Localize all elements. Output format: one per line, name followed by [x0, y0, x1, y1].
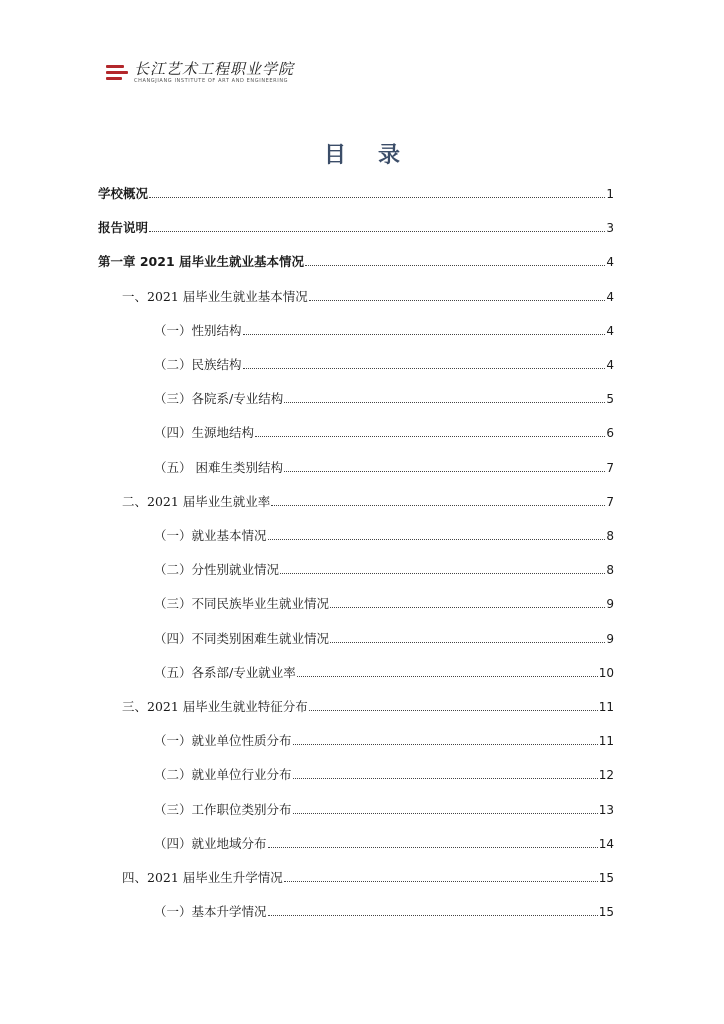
school-logo — [106, 58, 294, 88]
toc-entry-label: （一）就业单位性质分布 — [154, 733, 292, 749]
toc-entry-page-number: 5 — [606, 392, 614, 407]
toc-entry[interactable] — [98, 252, 614, 272]
toc-entry-page-number: 1 — [606, 187, 614, 201]
toc-entry-label: 报告说明 — [98, 220, 149, 236]
toc-entry[interactable] — [154, 663, 614, 683]
toc-dot-leader — [149, 220, 605, 232]
toc-dot-leader — [330, 596, 605, 608]
toc-entry-label: （五）各系部/专业就业率 — [154, 664, 296, 680]
toc-entry-label: （三）工作职位类别分布 — [154, 801, 292, 817]
toc-entry[interactable] — [154, 731, 614, 751]
toc-entry-page-number: 15 — [598, 905, 614, 920]
toc-entry[interactable] — [98, 184, 614, 204]
toc-entry-page-number: 11 — [598, 700, 614, 714]
toc-entry-label: （一）基本升学情况 — [154, 904, 267, 920]
toc-entry-page-number: 4 — [606, 255, 614, 270]
toc-dot-leader — [284, 870, 598, 882]
toc-dot-leader — [293, 733, 598, 745]
toc-dot-leader — [268, 528, 606, 540]
logo-english-name: CHANGJIANG INSTITUTE OF ART AND ENGINEERING — [134, 78, 289, 84]
toc-dot-leader — [297, 665, 598, 677]
toc-entry[interactable] — [154, 902, 614, 922]
toc-dot-leader — [309, 289, 606, 301]
toc-entry[interactable] — [154, 560, 614, 580]
toc-entry[interactable] — [154, 321, 614, 341]
toc-dot-leader — [243, 323, 606, 335]
toc-entry-page-number: 7 — [606, 460, 614, 475]
toc-dot-leader — [293, 802, 598, 814]
toc-entry-label: （一）就业基本情况 — [154, 528, 267, 543]
toc-entry-label: （四）就业地域分布 — [154, 835, 267, 851]
toc-entry-label: 二、2021 届毕业生就业率 — [122, 493, 271, 509]
toc-entry-label: 四、2021 届毕业生升学情况 — [122, 870, 283, 885]
toc-entry-page-number: 4 — [606, 323, 614, 338]
toc-entry-label: （二）分性别就业情况 — [154, 562, 280, 578]
toc-entry-label: （三）各院系/专业结构 — [154, 391, 284, 407]
toc-dot-leader — [309, 699, 598, 711]
toc-entry-page-number: 15 — [598, 871, 614, 885]
toc-entry-label: （一）性别结构 — [154, 322, 242, 338]
toc-entry[interactable] — [154, 389, 614, 409]
toc-entry[interactable] — [122, 492, 614, 512]
toc-entry[interactable] — [154, 526, 614, 546]
toc-entry[interactable] — [154, 629, 614, 649]
logo-chinese-name: 长江艺术工程职业学院 — [134, 60, 295, 78]
toc-dot-leader — [284, 460, 605, 472]
toc-entry-label: （三）不同民族毕业生就业情况 — [154, 596, 330, 612]
toc-dot-leader — [268, 836, 598, 848]
toc-entry[interactable] — [154, 834, 614, 854]
page-title: 目录 — [323, 143, 432, 168]
toc-entry-page-number: 6 — [606, 426, 614, 441]
toc-entry-page-number: 12 — [598, 768, 614, 783]
toc-entry[interactable] — [122, 868, 614, 888]
toc-entry-label: 一、2021 届毕业生就业基本情况 — [122, 288, 308, 304]
toc-entry[interactable] — [154, 423, 614, 443]
toc-entry-label: 第一章 2021 届毕业生就业基本情况 — [98, 254, 304, 270]
toc-entry[interactable] — [154, 800, 614, 820]
toc-entry-page-number: 9 — [606, 631, 614, 646]
toc-entry-label: 三、2021 届毕业生就业特征分布 — [122, 699, 308, 714]
toc-entry-page-number: 4 — [606, 289, 614, 304]
toc-entry-label: 学校概况 — [98, 186, 149, 201]
toc-entry[interactable] — [98, 218, 614, 238]
toc-entry-label: （二）就业单位行业分布 — [154, 767, 292, 783]
toc-dot-leader — [268, 904, 598, 916]
toc-entry-page-number: 14 — [598, 836, 614, 851]
toc-entry-page-number: 11 — [598, 734, 614, 749]
toc-entry[interactable] — [154, 594, 614, 614]
toc-entry[interactable] — [154, 458, 614, 478]
toc-entry-label: （二）民族结构 — [154, 357, 242, 372]
toc-dot-leader — [255, 425, 605, 437]
toc-dot-leader — [280, 562, 605, 574]
toc-entry[interactable] — [122, 287, 614, 307]
toc-entry-page-number: 10 — [598, 665, 614, 680]
toc-entry-page-number: 9 — [606, 597, 614, 612]
toc-entry-page-number: 13 — [598, 802, 614, 817]
toc-entry-page-number: 7 — [606, 494, 614, 509]
toc-dot-leader — [149, 186, 605, 198]
toc-dot-leader — [330, 631, 605, 643]
toc-entry-page-number: 4 — [606, 358, 614, 372]
toc-entry-page-number: 3 — [606, 221, 614, 236]
toc-dot-leader — [293, 767, 598, 779]
toc-entry-label: （四）不同类别困难生就业情况 — [154, 630, 330, 646]
toc-dot-leader — [271, 494, 605, 506]
toc-entry-page-number: 8 — [606, 529, 614, 543]
toc-entry-page-number: 8 — [606, 563, 614, 578]
logo-emblem-icon — [106, 62, 128, 84]
toc-entry[interactable] — [154, 355, 614, 375]
toc-dot-leader — [243, 357, 606, 369]
toc-entry-label: （五） 困难生类别结构 — [154, 459, 283, 475]
toc-dot-leader — [284, 391, 605, 403]
toc-entry-label: （四）生源地结构 — [154, 425, 255, 441]
toc-entry[interactable] — [122, 697, 614, 717]
toc-dot-leader — [305, 254, 605, 266]
toc-entry[interactable] — [154, 765, 614, 785]
